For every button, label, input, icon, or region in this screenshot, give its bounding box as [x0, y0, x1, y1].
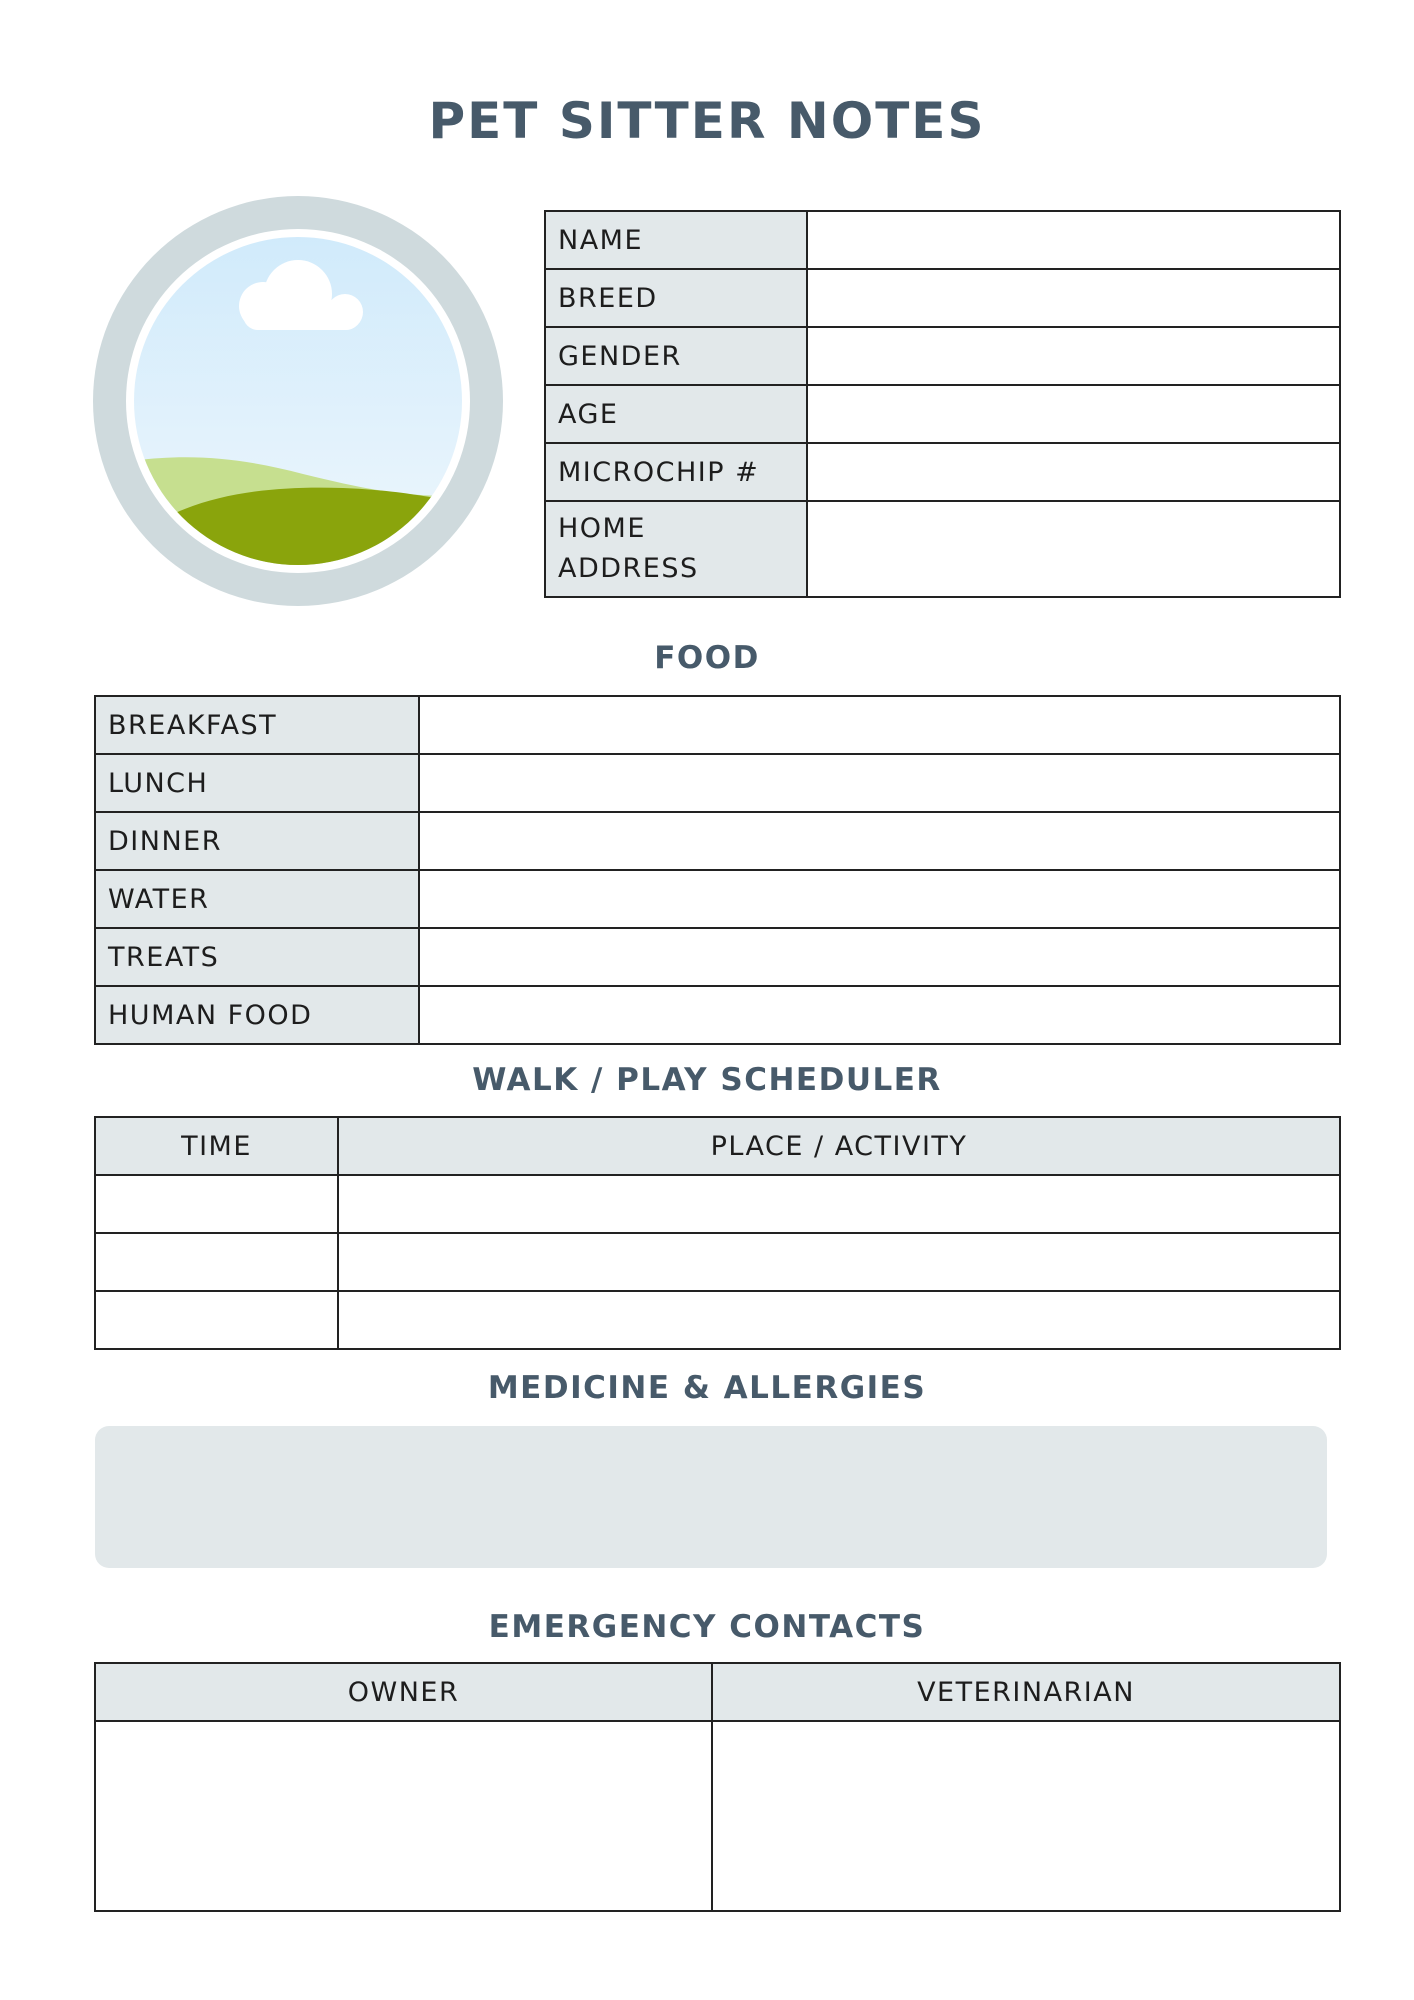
- activity-field[interactable]: [338, 1233, 1340, 1291]
- water-label: WATER: [95, 870, 419, 928]
- activity-field[interactable]: [338, 1291, 1340, 1349]
- gender-label: GENDER: [545, 327, 807, 385]
- table-row: [545, 443, 1340, 501]
- medicine-heading: MEDICINE & ALLERGIES: [487, 1370, 927, 1406]
- dinner-label: DINNER: [95, 812, 419, 870]
- home-address-label-line1: HOME: [558, 513, 646, 544]
- table-row: [95, 812, 1340, 870]
- medicine-notes-box[interactable]: [95, 1426, 1327, 1568]
- table-row: [95, 754, 1340, 812]
- table-row: [545, 327, 1340, 385]
- dinner-field[interactable]: [419, 812, 1340, 870]
- time-column-header: TIME: [95, 1117, 338, 1175]
- table-row: [545, 269, 1340, 327]
- microchip-field[interactable]: [807, 443, 1340, 501]
- home-address-field[interactable]: [807, 501, 1340, 597]
- emergency-heading: EMERGENCY CONTACTS: [488, 1609, 926, 1645]
- treats-label: TREATS: [95, 928, 419, 986]
- treats-field[interactable]: [419, 928, 1340, 986]
- age-label: AGE: [545, 385, 807, 443]
- home-address-label: [545, 501, 807, 597]
- owner-contact-field[interactable]: [95, 1721, 712, 1911]
- veterinarian-column-header: VETERINARIAN: [712, 1663, 1340, 1721]
- gender-field[interactable]: [807, 327, 1340, 385]
- table-row: [95, 696, 1340, 754]
- veterinarian-contact-field[interactable]: [712, 1721, 1340, 1911]
- water-field[interactable]: [419, 870, 1340, 928]
- age-field[interactable]: [807, 385, 1340, 443]
- owner-column-header: OWNER: [95, 1663, 712, 1721]
- table-row: [95, 986, 1340, 1044]
- time-field[interactable]: [95, 1175, 338, 1233]
- name-label: NAME: [545, 211, 807, 269]
- pet-info-table: [544, 210, 1341, 598]
- food-table: [94, 695, 1341, 1045]
- table-row: [545, 385, 1340, 443]
- table-row: [95, 928, 1340, 986]
- activity-field[interactable]: [338, 1175, 1340, 1233]
- walk-play-heading: WALK / PLAY SCHEDULER: [472, 1062, 942, 1098]
- lunch-label: LUNCH: [95, 754, 419, 812]
- breakfast-label: BREAKFAST: [95, 696, 419, 754]
- lunch-field[interactable]: [419, 754, 1340, 812]
- table-row: [95, 1175, 1340, 1233]
- human-food-label: HUMAN FOOD: [95, 986, 419, 1044]
- page-title: PET SITTER NOTES: [428, 92, 986, 150]
- name-field[interactable]: [807, 211, 1340, 269]
- breakfast-field[interactable]: [419, 696, 1340, 754]
- breed-field[interactable]: [807, 269, 1340, 327]
- time-field[interactable]: [95, 1233, 338, 1291]
- table-row: [95, 1291, 1340, 1349]
- table-row: [95, 1721, 1340, 1911]
- food-heading: FOOD: [654, 640, 760, 676]
- table-header-row: [95, 1117, 1340, 1175]
- table-row: [545, 211, 1340, 269]
- emergency-contacts-table: [94, 1662, 1341, 1912]
- time-field[interactable]: [95, 1291, 338, 1349]
- breed-label: BREED: [545, 269, 807, 327]
- table-row: [95, 1233, 1340, 1291]
- table-header-row: [95, 1663, 1340, 1721]
- table-row: [545, 501, 1340, 597]
- walk-play-table: [94, 1116, 1341, 1350]
- landscape-photo-placeholder-icon: [93, 196, 503, 606]
- microchip-label: MICROCHIP #: [545, 443, 807, 501]
- activity-column-header: PLACE / ACTIVITY: [338, 1117, 1340, 1175]
- home-address-label-line2: ADDRESS: [558, 553, 699, 584]
- table-row: [95, 870, 1340, 928]
- human-food-field[interactable]: [419, 986, 1340, 1044]
